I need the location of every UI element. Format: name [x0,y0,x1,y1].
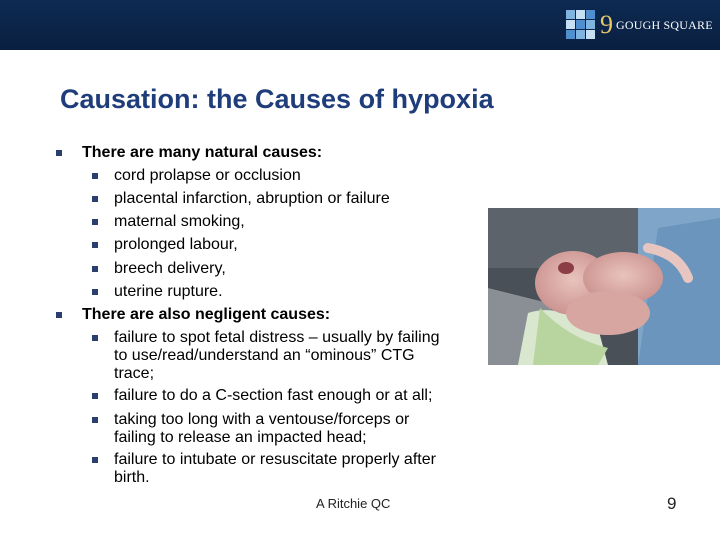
bullet-text: failure to do a C-section fast enough or at all; [114,387,433,404]
bullet-square-icon [56,312,62,318]
bullet-square-icon [92,335,98,341]
bullet-level1 [82,305,330,324]
footer-author: A Ritchie QC [316,496,391,511]
bullet-level2 [114,410,409,429]
bullet-level2 [114,282,223,301]
bullet-level2 [114,259,226,278]
bullet-square-icon [92,266,98,272]
bullet-text: maternal smoking, [114,213,245,230]
bullet-text: failure to intubate or resuscitate properly after [114,451,436,468]
bullet-continuation [114,346,415,365]
logo-number: 9 [600,10,613,39]
bullet-square-icon [56,150,62,156]
bullet-continuation [114,364,154,383]
bullet-text: uterine rupture. [114,283,223,300]
bullet-square-icon [92,393,98,399]
bullet-square-icon [92,242,98,248]
bullet-text: There are many natural causes: [82,144,323,161]
page-number: 9 [667,494,677,513]
bullet-text: prolonged labour, [114,236,238,253]
bullet-text: taking too long with a ventouse/forceps or [114,411,410,428]
bullet-text: trace; [114,365,155,382]
bullet-text: failure to spot fetal distress – usually by failing [114,329,440,346]
bullet-text: birth. [114,469,150,486]
bullet-continuation [114,428,367,447]
bullet-text: to use/read/understand an “ominous” CTG [114,347,415,364]
slide-title: Causation: the Causes of hypoxia [60,84,494,114]
bullet-square-icon [92,417,98,423]
bullet-square-icon [92,173,98,179]
bullet-level2 [114,166,301,185]
bullet-square-icon [92,289,98,295]
bullet-level1 [82,143,322,162]
bullet-text: cord prolapse or occlusion [114,167,301,184]
bullet-square-icon [92,196,98,202]
bullet-square-icon [92,457,98,463]
bullet-text: breech delivery, [114,260,226,277]
bullet-square-icon [92,219,98,225]
bullet-level2 [114,212,245,231]
logo-text: GOUGH SQUARE [616,18,713,32]
bullet-level2 [114,386,432,405]
bullet-level2 [114,450,436,469]
bullet-level2 [114,189,390,208]
newborn-photo [488,208,720,365]
bullet-text: failing to release an impacted head; [114,429,367,446]
bullet-level2 [114,328,440,347]
bullet-continuation [114,468,150,487]
bullet-level2 [114,235,238,254]
bullet-text: There are also negligent causes: [82,306,331,323]
bullet-text: placental infarction, abruption or failure [114,190,390,207]
